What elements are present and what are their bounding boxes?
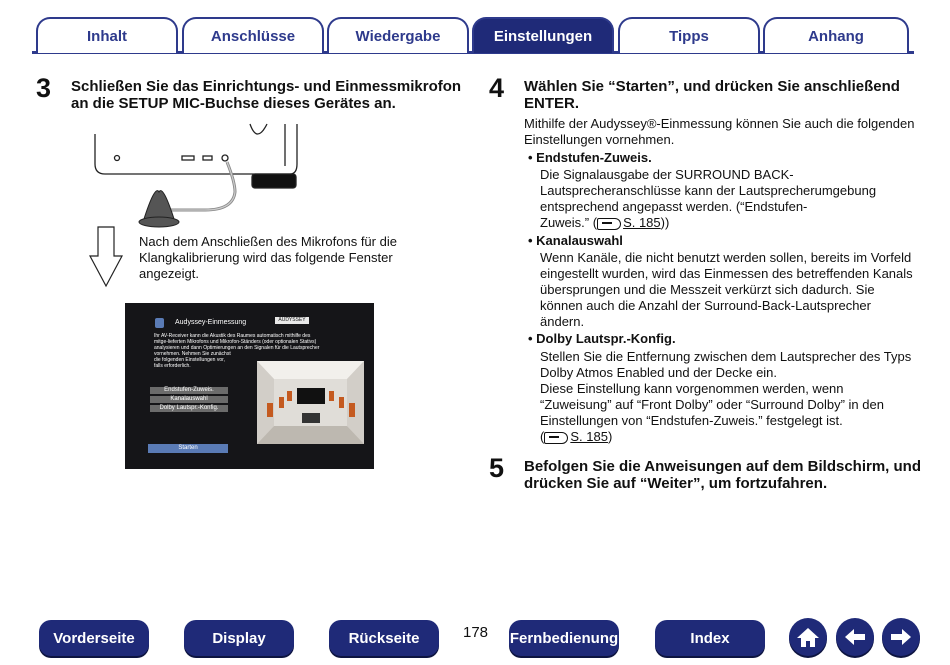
tab-wiedergabe[interactable]: Wiedergabe [327, 17, 469, 53]
heading-line: Befolgen Sie die Anweisungen auf dem Bildschirm, und [524, 458, 921, 475]
bullet-endstufen-heading [528, 150, 652, 166]
heading-line: Wählen Sie “Starten”, und drücken Sie anschließend [524, 78, 900, 95]
down-arrow-icon [88, 226, 124, 288]
screen-text-line: vornehmen. Nehmen Sie zunächst [154, 351, 231, 357]
step-number: 3 [36, 73, 52, 103]
screen-button-kanalauswahl[interactable]: Kanalauswahl [150, 396, 228, 403]
index-button[interactable]: Index [655, 620, 765, 656]
page-reference-link[interactable]: S. 185 [623, 215, 661, 230]
step3-note [139, 234, 397, 282]
forward-button[interactable] [882, 618, 920, 656]
screen-text-line: Ihr AV-Receiver kann die Akustik des Raumes automatisch mithilfe des [154, 333, 311, 339]
body-line: Dolby Atmos Enabled und der Decke ein. [540, 365, 778, 380]
note-line: angezeigt. [139, 266, 199, 281]
bullet-kanalauswahl-body [540, 250, 913, 330]
heading-line: an die SETUP MIC-Buchse dieses Gerätes an. [71, 95, 396, 112]
body-line: Die Signalausgabe der SURROUND BACK- [540, 167, 794, 182]
screen-button-dolby[interactable]: Dolby Lautspr.-Konfig. [150, 405, 228, 412]
body-line: Einstellungen von “Endstufen-Zuweis.” festgelegt ist. [540, 413, 843, 428]
audyssey-logo: AUDYSSEY [275, 317, 309, 324]
front-panel-button[interactable]: Vorderseite [39, 620, 149, 656]
microphone-connection-illustration [85, 122, 305, 232]
home-icon [796, 626, 820, 648]
home-button[interactable] [789, 618, 827, 656]
pointing-hand-icon [597, 218, 621, 230]
bullet-endstufen-body [540, 167, 876, 231]
arrow-right-icon [889, 627, 913, 647]
screen-text-line: falls erforderlich. [154, 363, 191, 369]
body-line: entsprechend angepasst werden. (“Endstufen- [540, 199, 808, 214]
screen-text-line: die folgenden Einstellungen vor, [154, 357, 225, 363]
tab-anschluesse[interactable]: Anschlüsse [182, 17, 324, 53]
rear-panel-button[interactable]: Rückseite [329, 620, 439, 656]
page-reference-link[interactable]: S. 185 [570, 429, 608, 444]
remote-control-button[interactable]: Fernbedienung [509, 620, 619, 656]
bullet-dot: • [528, 331, 537, 346]
screen-text-line: analysieren und dann Optimierungen an den Signalen für die Lautsprecher [154, 345, 320, 351]
bullet-dot: • [528, 233, 537, 248]
body-line: Wenn Kanäle, die nicht benutzt werden sollen, bereits im Vorfeld [540, 250, 912, 265]
tab-inhalt[interactable]: Inhalt [36, 17, 178, 53]
bullet-dolby-body [540, 349, 911, 445]
audyssey-icon [155, 318, 164, 328]
body-text: )) [660, 215, 670, 230]
tab-einstellungen[interactable]: Einstellungen [472, 17, 614, 53]
body-line: eingestellt wurden, wird das Einmessen des betreffenden Kanals [540, 266, 913, 281]
screen-button-endstufen[interactable]: Endstufen-Zuweis. [150, 387, 228, 394]
body-text: ( [540, 429, 545, 444]
heading-line: ENTER. [524, 95, 580, 112]
bullet-dolby-heading [528, 331, 676, 347]
body-line: können auch die Anzahl der Surround-Back-Lautsprecher [540, 298, 871, 313]
body-line: Diese Einstellung kann vorgenommen werden, wenn [540, 381, 844, 396]
bullet-title: Dolby Lautspr.-Konfig. [536, 331, 676, 346]
step4-intro [524, 116, 914, 148]
tab-tipps[interactable]: Tipps [618, 17, 760, 53]
step-heading [524, 78, 900, 112]
body-line [540, 215, 876, 231]
tab-anhang[interactable]: Anhang [763, 17, 909, 53]
pointing-hand-icon [544, 432, 568, 444]
body-text: Zuweis.” ( [540, 215, 598, 230]
step-heading [71, 78, 461, 112]
intro-line: Einstellungen vornehmen. [524, 132, 675, 147]
bullet-title: Kanalauswahl [536, 233, 623, 248]
body-line: “Zuweisung” auf “Front Dolby” oder “Surround Dolby” in den [540, 397, 884, 412]
arrow-left-icon [843, 627, 867, 647]
body-line: ändern. [540, 314, 585, 329]
display-button[interactable]: Display [184, 620, 294, 656]
body-line: Stellen Sie die Entfernung zwischen dem Lautsprecher des Typs [540, 349, 912, 364]
page-number: 178 [463, 624, 489, 641]
screen-start-button[interactable]: Starten [148, 444, 228, 453]
intro-line: Mithilfe der Audyssey®-Einmessung können Sie auch die folgenden [524, 116, 915, 131]
heading-line: drücken Sie auf “Weiter”, um fortzufahren. [524, 475, 828, 492]
speaker-room-graphic [257, 361, 364, 444]
body-text: ) [607, 429, 613, 444]
step-number: 5 [489, 453, 505, 483]
bullet-dot: • [528, 150, 537, 165]
top-tab-bar [0, 0, 950, 56]
screen-title: Audyssey-Einmessung [175, 319, 247, 326]
step-number: 4 [489, 73, 505, 103]
body-line [540, 429, 911, 445]
bullet-kanalauswahl-heading [528, 233, 623, 249]
step-heading [524, 458, 921, 492]
heading-line: Schließen Sie das Einrichtungs- und Einmessmikrofon [71, 78, 462, 95]
bullet-title: Endstufen-Zuweis. [536, 150, 652, 165]
body-line: übersprungen und die Messzeit verkürzt sich dadurch. Sie [540, 282, 875, 297]
body-line: Lautsprecheranschlüsse kann der Lautsprecherumgebung [540, 183, 877, 198]
back-button[interactable] [836, 618, 874, 656]
note-line: Nach dem Anschließen des Mikrofons für die [139, 234, 397, 249]
screen-text-line: mitge-lieferten Mikrofons und Mikrofon-Ständers (oder optionalen Stativs) [154, 339, 317, 345]
audyssey-setup-screen [125, 303, 374, 469]
note-line: Klangkalibrierung wird das folgende Fenster [139, 250, 393, 265]
